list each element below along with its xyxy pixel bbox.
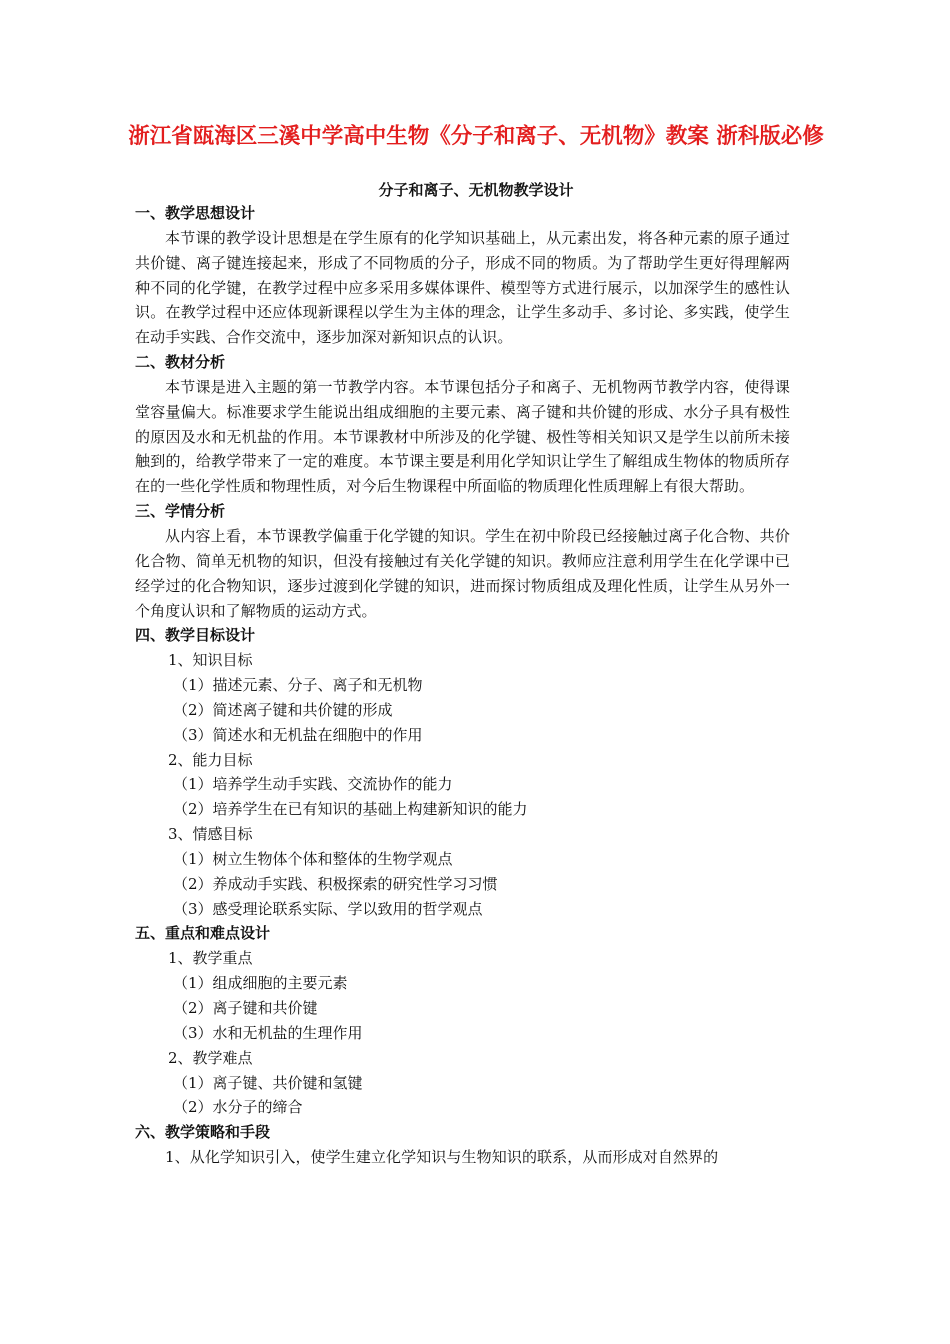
section-heading-textbook-analysis: 二、教材分析: [135, 353, 226, 372]
section-heading-teaching-idea: 一、教学思想设计: [135, 204, 256, 222]
section-paragraph-student-analysis: 从内容上看，本节课教学偏重于化学键的知识。学生在初中阶段已经接触过离子化合物、共价化合物、简单无机物的知识，但没有接触过有关化学键的知识。教师应注意利用学生在化学课中已经学过的化合物知识，逐步过渡到化学键的知识，进而探讨物质组成及理化性质，让学生从另外一个角度认识和了解物质的运动方式。: [135, 526, 790, 620]
objective-item: （1）树立生物体个体和整体的生物学观点: [173, 849, 453, 868]
objective-item: （3）感受理论联系实际、学以致用的哲学观点: [173, 899, 483, 918]
objective-item: （1）描述元素、分子、离子和无机物: [173, 676, 423, 695]
document-subtitle: 分子和离子、无机物教学设计: [378, 181, 574, 199]
key-point-group-label: 1、教学重点: [168, 949, 253, 968]
objective-item: （2）培养学生在已有知识的基础上构建新知识的能力: [173, 800, 528, 819]
objective-group-label: 2、能力目标: [168, 750, 253, 769]
document-title: 浙江省瓯海区三溪中学高中生物《分子和离子、无机物》教案 浙科版必修: [128, 124, 824, 149]
section-heading-student-analysis: 三、学情分析: [135, 502, 226, 521]
section-paragraph-strategy: 1、从化学知识引入，使学生建立化学知识与生物知识的联系，从而形成对自然界的: [165, 1148, 719, 1167]
objective-item: （3）简述水和无机盐在细胞中的作用: [173, 725, 423, 744]
section-paragraph-teaching-idea: 本节课的教学设计思想是在学生原有的化学知识基础上，从元素出发，将各种元素的原子通过共价键、离子键连接起来，形成了不同物质的分子，形成不同的物质。为了帮助学生更好得理解两种不同的化学键，在教学过程中应多采用多媒体课件、模型等方式进行展示，以加深学生的感性认识。在教学过程中还应体现新课程以学生为主体的理念，让学生多动手、多讨论、多实践，使学生在动手实践、合作交流中，逐步加深对新知识点的认识。: [135, 228, 790, 347]
key-point-group-label: 2、教学难点: [168, 1048, 253, 1067]
section-heading-strategy: 六、教学策略和手段: [135, 1123, 271, 1142]
objective-item: （2）养成动手实践、积极探索的研究性学习习惯: [173, 874, 498, 893]
key-point-item: （1）组成细胞的主要元素: [173, 974, 348, 993]
key-point-item: （2）水分子的缔合: [173, 1098, 303, 1117]
objective-item: （1）培养学生动手实践、交流协作的能力: [173, 775, 453, 794]
objective-group-label: 1、知识目标: [168, 651, 253, 670]
section-heading-objectives: 四、教学目标设计: [135, 626, 256, 645]
key-point-item: （2）离子键和共价键: [173, 999, 318, 1017]
section-paragraph-textbook-analysis: 本节课是进入主题的第一节教学内容。本节课包括分子和离子、无机物两节教学内容，使得课堂容量偏大。标准要求学生能说出组成细胞的主要元素、离子键和共价键的形成、水分子具有极性的原因及水和无机盐的作用。本节课教材中所涉及的化学键、极性等相关知识又是学生以前所未接触到的，给教学带来了一定的难度。本节课主要是利用化学知识让学生了解组成生物体的物质所存在的一些化学性质和物理性质，对今后生物课程中所面临的物质理化性质理解上有很大帮助。: [135, 377, 790, 496]
section-heading-key-points: 五、重点和难点设计: [135, 924, 271, 943]
objective-group-label: 3、情感目标: [168, 825, 253, 844]
key-point-item: （3）水和无机盐的生理作用: [173, 1023, 363, 1042]
key-point-item: （1）离子键、共价键和氢键: [173, 1073, 363, 1092]
objective-item: （2）简述离子键和共价键的形成: [173, 700, 393, 719]
document-body: [135, 201, 790, 1170]
